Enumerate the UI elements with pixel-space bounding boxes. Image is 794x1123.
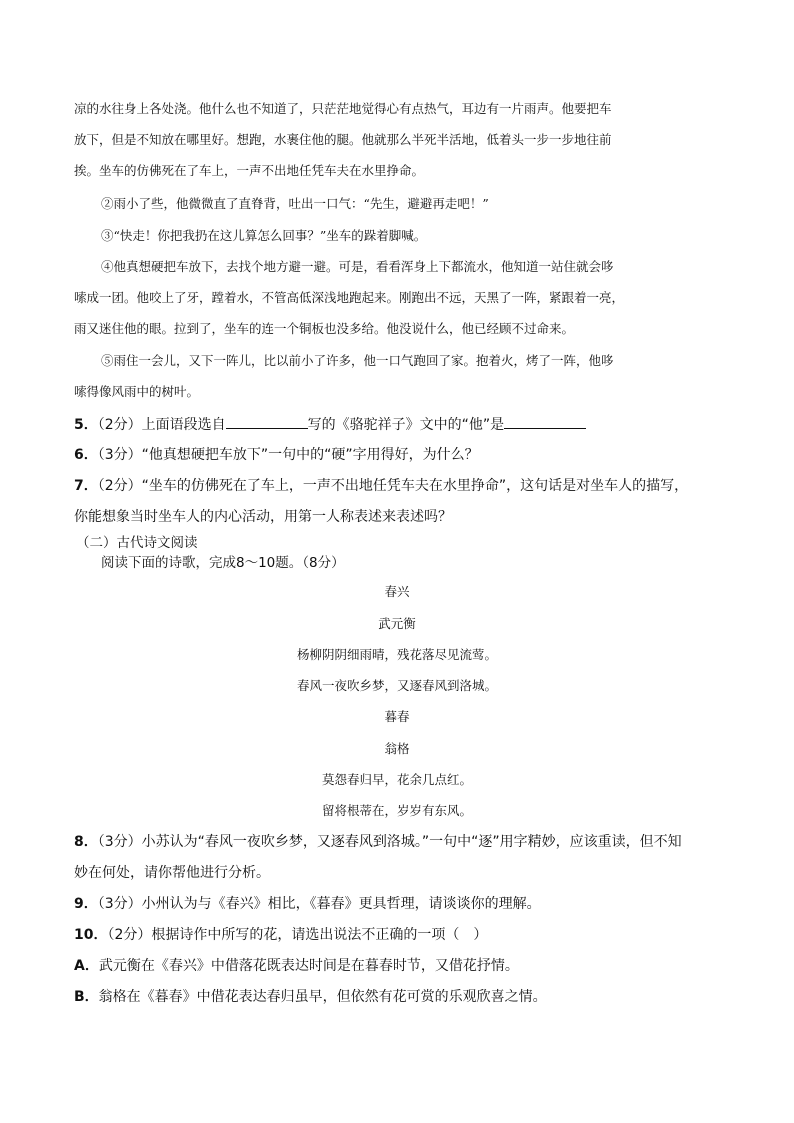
passage-paragraph-2: ②雨小了些，他微微直了直脊背，吐出一口气：“先生，避避再走吧！” [101,196,489,211]
answer-blank[interactable] [504,414,586,429]
question-text: 小州认为与《春兴》相比，《暮春》更具哲理，请谈谈你的理解。 [141,896,541,912]
option-text: 武元衡在《春兴》中借落花既表达时间是在暮春时节，又借花抒情。 [98,958,519,974]
poem-line: 留将根蒂在，岁岁有东风。 [321,803,472,818]
question-8 [74,832,682,852]
question-score: （2分） [97,478,142,494]
question-score: （3分） [97,834,142,850]
question-score: （3分） [97,447,142,463]
question-text: “坐车的仿佛死在了车上，一声不出地任凭车夫在水里挣命”，这句话是对坐车人的描写， [141,478,689,494]
poem-line: 杨柳阴阴细雨晴，残花落尽见流莺。 [296,647,497,662]
question-text: 上面语段选自 [141,417,226,433]
question-number: 7． [74,478,98,494]
passage-line: 嗦成一团。他咬上了牙，蹚着水，不管高低深浅地跑起来。刚跑出不远，天黑了一阵，紧跟着一亮， [74,290,625,305]
question-9 [74,894,541,914]
question-6 [74,445,479,465]
poem-title: 春兴 [384,584,410,599]
question-text: 根据诗作中所写的花，请选出说法不正确的一项（ ） [151,927,488,943]
passage-line: 凉的水往身上各处浇。他什么也不知道了，只茫茫地觉得心有点热气，耳边有一片雨声。他要把车 [74,101,612,116]
passage-line: 挨。坐车的仿佛死在了车上，一声不出地任凭车夫在水里挣命。 [74,163,425,178]
option-b[interactable] [74,987,547,1007]
poem-title: 暮春 [384,709,410,724]
question-number: 8． [74,834,98,850]
passage-line: 雨又迷住他的眼。拉到了，坐车的连一个铜板也没多给。他没说什么，他已经顾不过命来。 [74,321,575,336]
passage-line: 嗦得像风雨中的树叶。 [74,384,200,399]
poem-line: 春风一夜吹乡梦，又逐春风到洛城。 [296,678,497,693]
question-number: 10． [74,927,108,943]
poem-line: 莫怨春归早，花余几点红。 [321,772,472,787]
passage-line: 放下，但是不知放在哪里好。想跑，水裹住他的腿。他就那么半死半活地，低着头一步一步地往前 [74,132,612,147]
question-7-line2: 你能想象当时坐车人的内心活动，用第一人称表述来表述吗？ [74,509,452,525]
poem-author: 武元衡 [378,616,416,631]
question-8-line2: 妙在何处，请你帮他进行分析。 [74,865,270,881]
question-score: （3分） [97,896,142,912]
question-number: 5． [74,417,98,433]
question-5 [74,414,586,435]
option-label: B． [74,989,99,1005]
poem-author: 翁格 [384,741,410,756]
option-a[interactable] [74,956,519,976]
question-number: 6． [74,447,98,463]
section-intro: 阅读下面的诗歌，完成8～10题。（8分） [101,555,345,571]
option-text: 翁格在《暮春》中借花表达春归虽早，但依然有花可赏的乐观欣喜之情。 [98,989,547,1005]
question-text: 写的《骆驼祥子》文中的“他”是 [307,417,505,433]
answer-blank[interactable] [226,414,308,429]
question-10 [74,925,487,945]
question-text: 小苏认为“春风一夜吹乡梦，又逐春风到洛城。”一句中“逐”用字精妙，应该重读，但不知 [141,834,682,850]
question-7 [74,476,688,496]
passage-paragraph-4: ④他真想硬把车放下，去找个地方避一避。可是，看看浑身上下都流水，他知道一站住就会哆 [101,259,614,274]
section-heading: （二）古代诗文阅读 [76,535,198,551]
question-text: “他真想硬把车放下”一句中的“硬”字用得好，为什么？ [141,447,479,463]
option-label: A． [74,958,99,974]
question-score: （2分） [107,927,152,943]
passage-paragraph-3: ③“快走！你把我扔在这儿算怎么回事？”坐车的跺着脚喊。 [101,228,427,243]
question-number: 9． [74,896,98,912]
passage-paragraph-5: ⑤雨住一会儿，又下一阵儿，比以前小了许多，他一口气跑回了家。抱着火，烤了一阵，他哆 [101,353,614,368]
question-score: （2分） [97,417,142,433]
